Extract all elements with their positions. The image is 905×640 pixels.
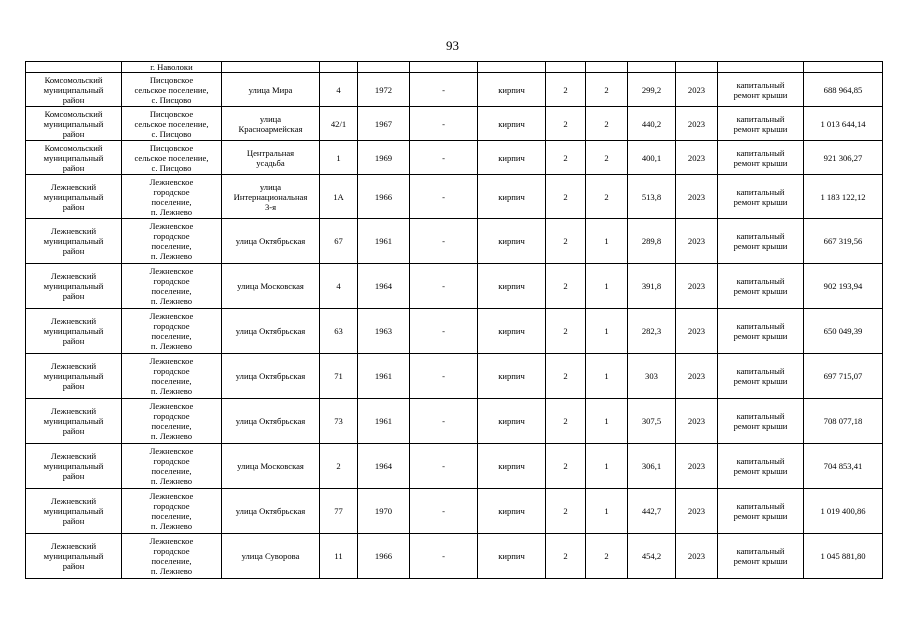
cell-cost — [804, 62, 883, 73]
cell-floors: 2 — [546, 444, 586, 489]
cell-plan-year: 2023 — [676, 354, 718, 399]
cell-street: улица Октябрьская — [222, 399, 320, 444]
cell-cost: 667 319,56 — [804, 219, 883, 264]
table-row — [26, 141, 883, 175]
cell-entrances: 1 — [586, 309, 628, 354]
cell-plan-year: 2023 — [676, 444, 718, 489]
cell-year: 1964 — [358, 444, 410, 489]
table-row — [26, 534, 883, 579]
cell-area: 442,7 — [628, 489, 676, 534]
table-row — [26, 107, 883, 141]
cell-plan-year: 2023 — [676, 141, 718, 175]
table-row — [26, 175, 883, 219]
cell-district: Лежневский муниципальный район — [26, 444, 122, 489]
cell-entrances: 2 — [586, 107, 628, 141]
cell-settlement: Лежневское городское поселение, п. Лежнево — [122, 264, 222, 309]
cell-entrances: 2 — [586, 175, 628, 219]
cell-entrances: 1 — [586, 444, 628, 489]
cell-year: 1966 — [358, 534, 410, 579]
cell-entrances: 1 — [586, 354, 628, 399]
cell-cost: 1 013 644,14 — [804, 107, 883, 141]
cell-settlement: Лежневское городское поселение, п. Лежнево — [122, 489, 222, 534]
cell-material — [478, 62, 546, 73]
cell-settlement: Лежневское городское поселение, п. Лежнево — [122, 444, 222, 489]
cell-street: улица Московская — [222, 264, 320, 309]
cell-settlement: Лежневское городское поселение, п. Лежнево — [122, 175, 222, 219]
cell-street: улица Октябрьская — [222, 354, 320, 399]
cell-cost: 1 019 400,86 — [804, 489, 883, 534]
cell-floors: 2 — [546, 264, 586, 309]
cell-work: капитальный ремонт крыши — [718, 534, 804, 579]
cell-area: 440,2 — [628, 107, 676, 141]
table-row — [26, 73, 883, 107]
cell-floors: 2 — [546, 73, 586, 107]
cell-year — [358, 62, 410, 73]
cell-street: Центральная усадьба — [222, 141, 320, 175]
cell-plan-year: 2023 — [676, 489, 718, 534]
cell-area — [628, 62, 676, 73]
cell-work: капитальный ремонт крыши — [718, 73, 804, 107]
cell-work: капитальный ремонт крыши — [718, 141, 804, 175]
cell-house: 42/1 — [320, 107, 358, 141]
cell-plan-year: 2023 — [676, 73, 718, 107]
cell-work: капитальный ремонт крыши — [718, 309, 804, 354]
cell-street: улица Октябрьская — [222, 309, 320, 354]
cell-street: улица Октябрьская — [222, 219, 320, 264]
cell-dash: - — [410, 175, 478, 219]
cell-work: капитальный ремонт крыши — [718, 489, 804, 534]
cell-floors: 2 — [546, 141, 586, 175]
cell-district: Лежневский муниципальный район — [26, 489, 122, 534]
cell-district: Лежневский муниципальный район — [26, 354, 122, 399]
cell-work — [718, 62, 804, 73]
cell-year: 1964 — [358, 264, 410, 309]
table-row — [26, 399, 883, 444]
cell-floors: 2 — [546, 309, 586, 354]
cell-plan-year: 2023 — [676, 175, 718, 219]
table-row — [26, 264, 883, 309]
cell-year: 1961 — [358, 219, 410, 264]
page-number: 93 — [446, 38, 459, 53]
cell-area: 282,3 — [628, 309, 676, 354]
cell-house: 2 — [320, 444, 358, 489]
cell-entrances: 2 — [586, 534, 628, 579]
cell-street — [222, 62, 320, 73]
cell-settlement: г. Наволоки — [122, 62, 222, 73]
cell-material: кирпич — [478, 354, 546, 399]
cell-street: улица Московская — [222, 444, 320, 489]
cell-area: 400,1 — [628, 141, 676, 175]
cell-house: 4 — [320, 264, 358, 309]
cell-dash: - — [410, 73, 478, 107]
cell-area: 513,8 — [628, 175, 676, 219]
cell-floors: 2 — [546, 354, 586, 399]
cell-dash: - — [410, 141, 478, 175]
cell-district: Комсомольский муниципальный район — [26, 141, 122, 175]
cell-house: 67 — [320, 219, 358, 264]
cell-floors — [546, 62, 586, 73]
cell-plan-year: 2023 — [676, 399, 718, 444]
cell-area: 391,8 — [628, 264, 676, 309]
cell-cost: 708 077,18 — [804, 399, 883, 444]
cell-cost: 688 964,85 — [804, 73, 883, 107]
cell-year: 1969 — [358, 141, 410, 175]
cell-year: 1972 — [358, 73, 410, 107]
cell-entrances: 2 — [586, 141, 628, 175]
table-row — [26, 489, 883, 534]
cell-plan-year: 2023 — [676, 309, 718, 354]
cell-dash: - — [410, 264, 478, 309]
cell-material: кирпич — [478, 309, 546, 354]
cell-year: 1961 — [358, 399, 410, 444]
cell-district: Лежневский муниципальный район — [26, 534, 122, 579]
cell-material: кирпич — [478, 107, 546, 141]
cell-district: Комсомольский муниципальный район — [26, 107, 122, 141]
cell-plan-year — [676, 62, 718, 73]
cell-year: 1966 — [358, 175, 410, 219]
cell-floors: 2 — [546, 175, 586, 219]
cell-area: 303 — [628, 354, 676, 399]
cell-dash — [410, 62, 478, 73]
cell-street: улица Интернациональная 3-я — [222, 175, 320, 219]
table-row — [26, 219, 883, 264]
cell-dash: - — [410, 444, 478, 489]
cell-work: капитальный ремонт крыши — [718, 107, 804, 141]
cell-cost: 697 715,07 — [804, 354, 883, 399]
cell-entrances — [586, 62, 628, 73]
cell-house: 73 — [320, 399, 358, 444]
cell-material: кирпич — [478, 264, 546, 309]
cell-cost: 1 045 881,80 — [804, 534, 883, 579]
cell-street: улица Суворова — [222, 534, 320, 579]
cell-entrances: 2 — [586, 73, 628, 107]
cell-material: кирпич — [478, 141, 546, 175]
cell-plan-year: 2023 — [676, 534, 718, 579]
cell-material: кирпич — [478, 219, 546, 264]
cell-dash: - — [410, 399, 478, 444]
cell-cost: 921 306,27 — [804, 141, 883, 175]
cell-material: кирпич — [478, 534, 546, 579]
cell-work: капитальный ремонт крыши — [718, 264, 804, 309]
cell-district: Лежневский муниципальный район — [26, 309, 122, 354]
cell-material: кирпич — [478, 399, 546, 444]
cell-settlement: Лежневское городское поселение, п. Лежнево — [122, 354, 222, 399]
cell-entrances: 1 — [586, 219, 628, 264]
cell-area: 454,2 — [628, 534, 676, 579]
cell-dash: - — [410, 534, 478, 579]
cell-entrances: 1 — [586, 489, 628, 534]
cell-settlement: Писцовское сельское поселение, с. Писцово — [122, 73, 222, 107]
cell-dash: - — [410, 107, 478, 141]
cell-work: капитальный ремонт крыши — [718, 219, 804, 264]
cell-plan-year: 2023 — [676, 264, 718, 309]
cell-cost: 650 049,39 — [804, 309, 883, 354]
cell-floors: 2 — [546, 219, 586, 264]
continuation-row — [26, 62, 883, 73]
cell-cost: 704 853,41 — [804, 444, 883, 489]
table-row — [26, 354, 883, 399]
cell-year: 1970 — [358, 489, 410, 534]
cell-settlement: Лежневское городское поселение, п. Лежнево — [122, 219, 222, 264]
cell-area: 306,1 — [628, 444, 676, 489]
cell-material: кирпич — [478, 444, 546, 489]
cell-house: 1А — [320, 175, 358, 219]
housing-repair-table — [25, 61, 883, 579]
cell-house — [320, 62, 358, 73]
cell-entrances: 1 — [586, 264, 628, 309]
cell-work: капитальный ремонт крыши — [718, 354, 804, 399]
cell-house: 63 — [320, 309, 358, 354]
cell-house: 77 — [320, 489, 358, 534]
cell-house: 4 — [320, 73, 358, 107]
cell-floors: 2 — [546, 534, 586, 579]
cell-settlement: Лежневское городское поселение, п. Лежнево — [122, 309, 222, 354]
cell-floors: 2 — [546, 107, 586, 141]
cell-settlement: Писцовское сельское поселение, с. Писцово — [122, 141, 222, 175]
cell-district: Лежневский муниципальный район — [26, 219, 122, 264]
cell-dash: - — [410, 219, 478, 264]
cell-work: капитальный ремонт крыши — [718, 175, 804, 219]
cell-street: улица Октябрьская — [222, 489, 320, 534]
cell-entrances: 1 — [586, 399, 628, 444]
table-row — [26, 309, 883, 354]
cell-year: 1963 — [358, 309, 410, 354]
cell-district: Комсомольский муниципальный район — [26, 73, 122, 107]
cell-settlement: Лежневское городское поселение, п. Лежнево — [122, 399, 222, 444]
cell-settlement: Писцовское сельское поселение, с. Писцово — [122, 107, 222, 141]
table-row — [26, 444, 883, 489]
cell-district: Лежневский муниципальный район — [26, 175, 122, 219]
cell-district: Лежневский муниципальный район — [26, 264, 122, 309]
cell-house: 11 — [320, 534, 358, 579]
cell-district — [26, 62, 122, 73]
cell-year: 1967 — [358, 107, 410, 141]
cell-dash: - — [410, 489, 478, 534]
cell-dash: - — [410, 309, 478, 354]
cell-plan-year: 2023 — [676, 107, 718, 141]
cell-street: улица Мира — [222, 73, 320, 107]
cell-plan-year: 2023 — [676, 219, 718, 264]
cell-area: 299,2 — [628, 73, 676, 107]
cell-cost: 902 193,94 — [804, 264, 883, 309]
cell-floors: 2 — [546, 489, 586, 534]
cell-material: кирпич — [478, 73, 546, 107]
cell-dash: - — [410, 354, 478, 399]
cell-district: Лежневский муниципальный район — [26, 399, 122, 444]
cell-street: улица Красноармейская — [222, 107, 320, 141]
cell-house: 1 — [320, 141, 358, 175]
cell-settlement: Лежневское городское поселение, п. Лежнево — [122, 534, 222, 579]
cell-house: 71 — [320, 354, 358, 399]
cell-work: капитальный ремонт крыши — [718, 399, 804, 444]
cell-floors: 2 — [546, 399, 586, 444]
cell-work: капитальный ремонт крыши — [718, 444, 804, 489]
cell-year: 1961 — [358, 354, 410, 399]
cell-material: кирпич — [478, 175, 546, 219]
cell-material: кирпич — [478, 489, 546, 534]
cell-cost: 1 183 122,12 — [804, 175, 883, 219]
cell-area: 307,5 — [628, 399, 676, 444]
cell-area: 289,8 — [628, 219, 676, 264]
